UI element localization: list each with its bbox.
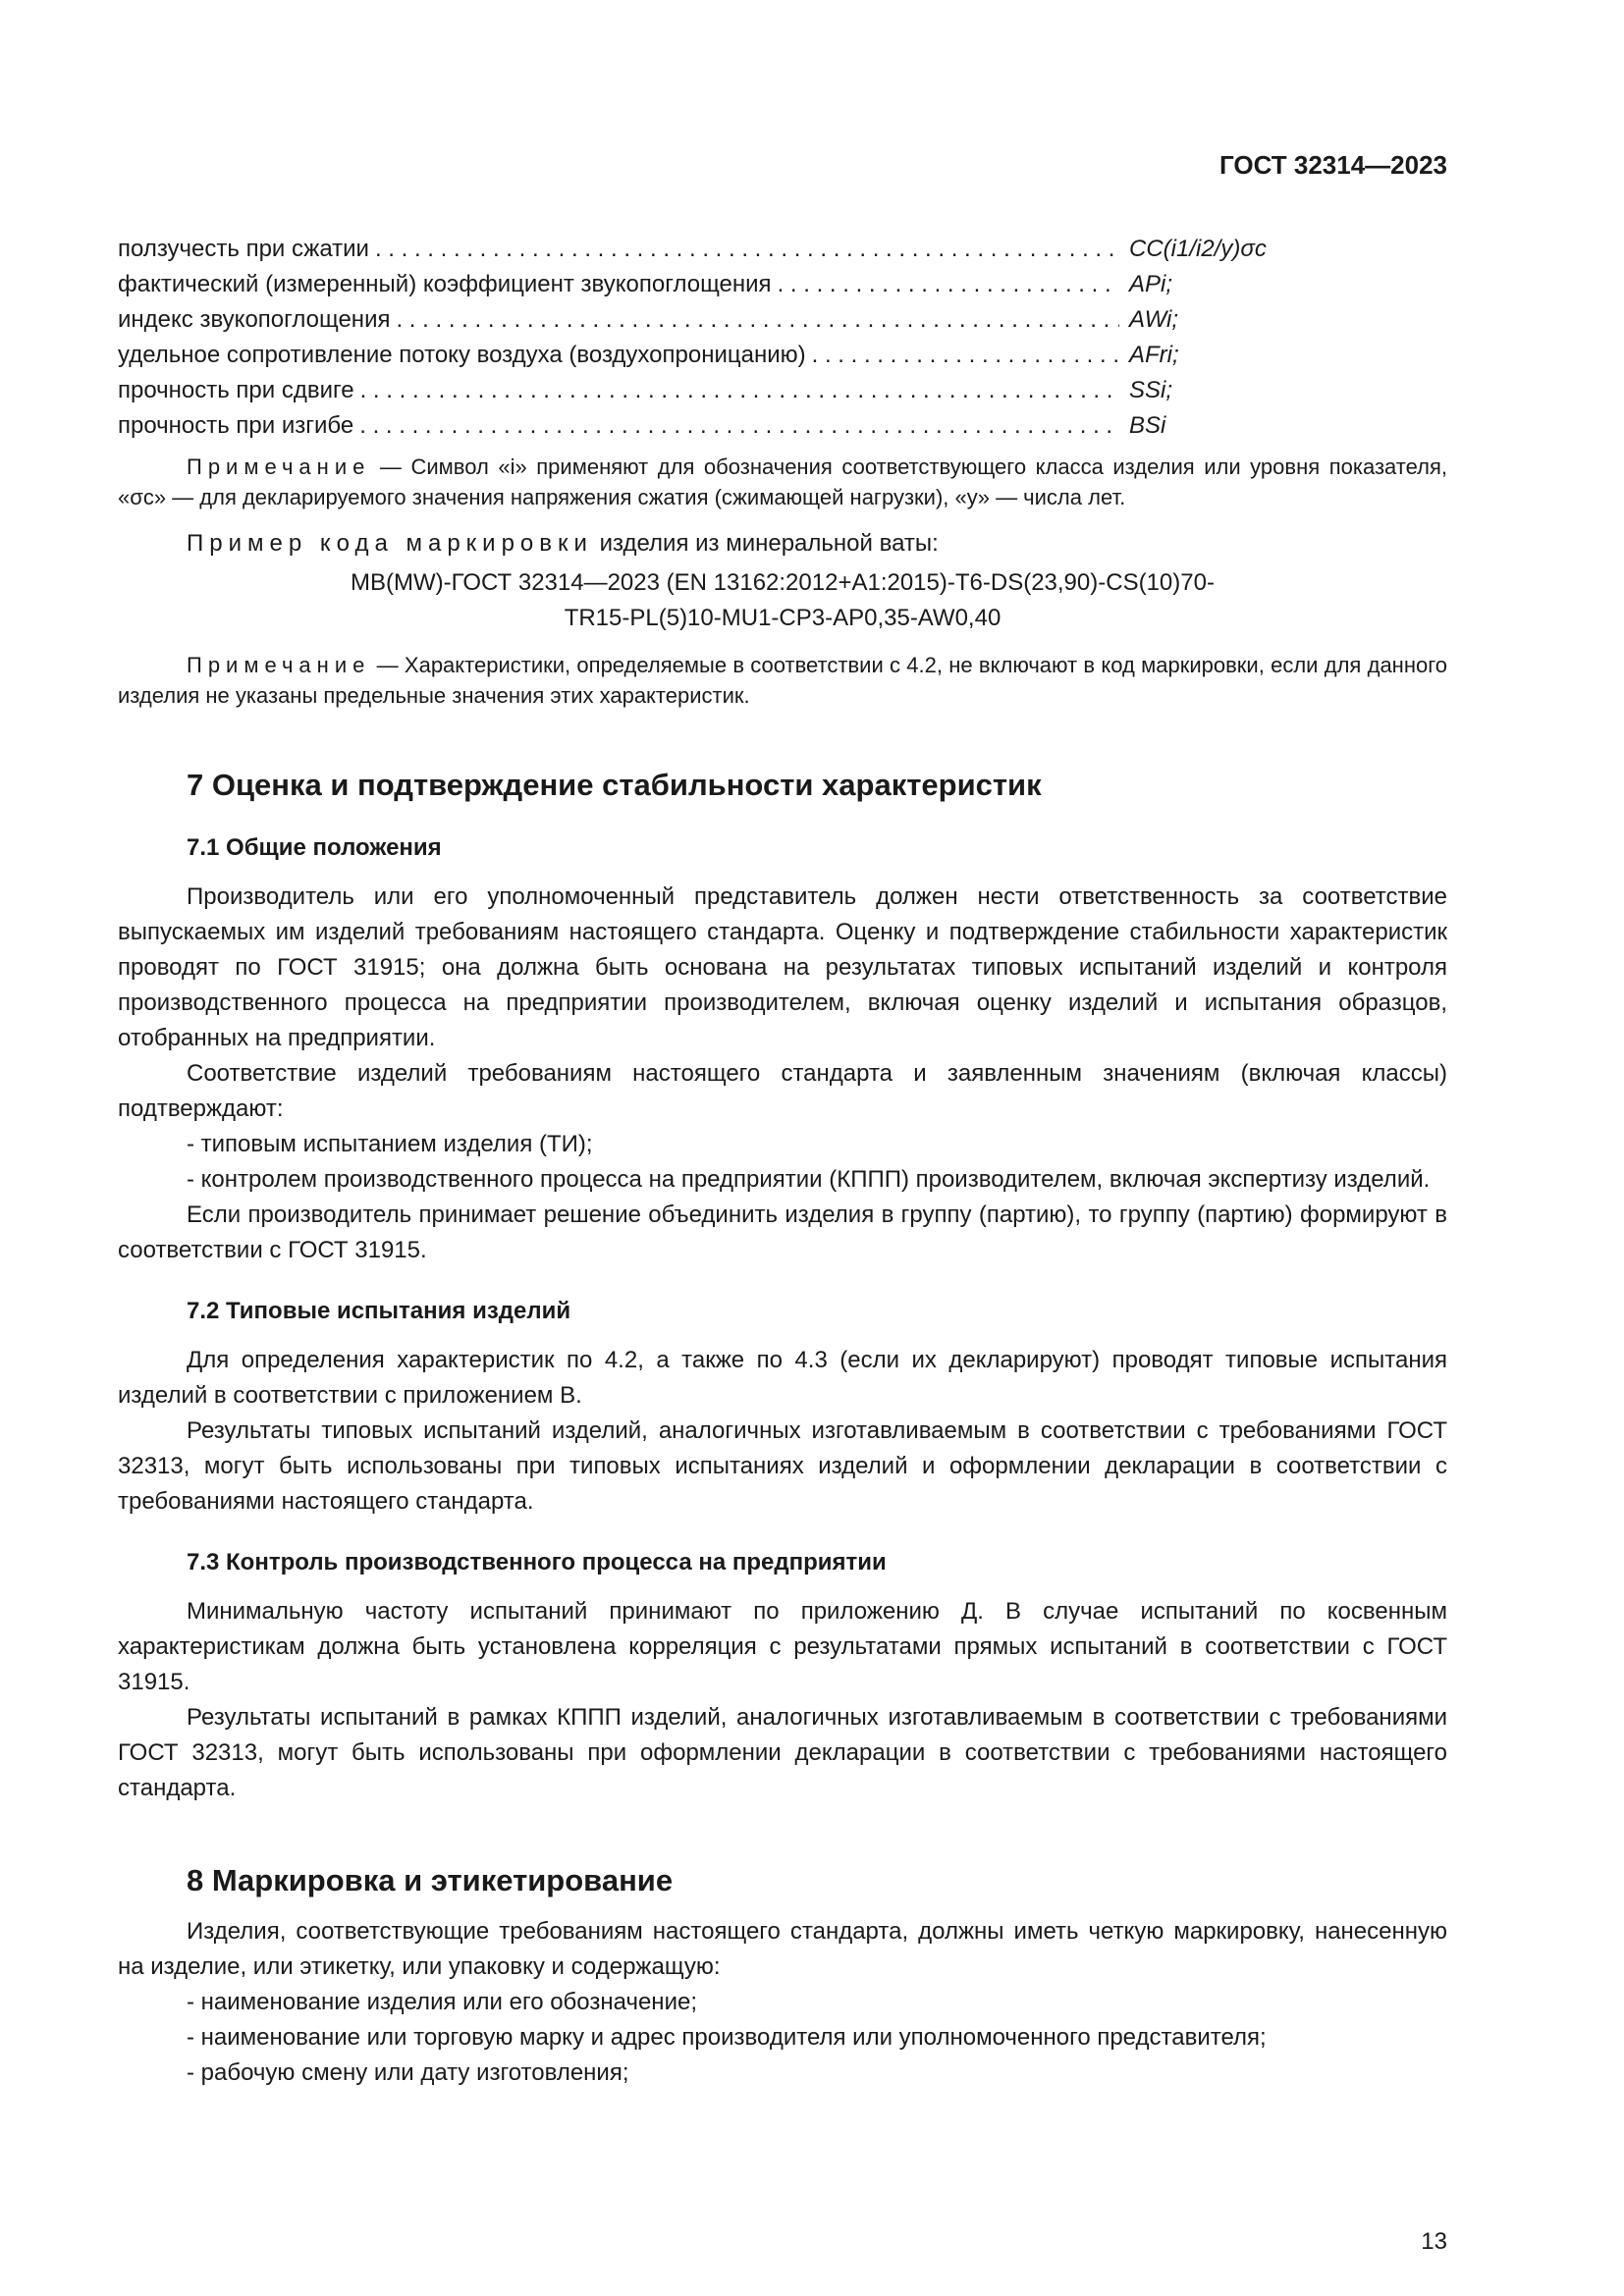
paragraph: Для определения характеристик по 4.2, а также по 4.3 (если их декларируют) проводят типовые испытания изделий в соответствии с приложением В. <box>118 1347 1447 1409</box>
list-item: - наименование или торговую марку и адрес производителя или уполномоченного представителя; <box>187 2024 1267 2051</box>
subsection-7-2-title: 7.2 Типовые испытания изделий <box>187 1298 571 1324</box>
definition-row <box>118 232 1286 267</box>
definition-term: фактический (измеренный) коэффициент звукопоглощения <box>118 271 772 297</box>
definition-term: удельное сопротивление потоку воздуха (воздухопроницанию) <box>118 342 806 368</box>
note-1 <box>118 452 1447 512</box>
definition-term: ползучесть при сжатии <box>118 236 369 262</box>
paragraph: Если производитель принимает решение объединить изделия в группу (партию), то группу (партию) формируют в соответствии с ГОСТ 31915. <box>118 1201 1447 1263</box>
section-7-title: 7 Оценка и подтверждение стабильности характеристик <box>187 768 1042 802</box>
note-text: — Символ «i» применяют для обозначения соответствующего класса изделия или уровня показателя, «σc» — для декларируемого значения напряжения сжатия (сжимающей нагрузки), «y» — числа лет. <box>118 454 1447 509</box>
section-8-title: 8 Маркировка и этикетирование <box>187 1863 674 1897</box>
example-intro <box>118 526 1447 561</box>
list-item: - контролем производственного процесса на предприятии (КППП) производителем, включая экспертизу изделий. <box>187 1166 1431 1193</box>
page-number: 13 <box>1421 2228 1447 2255</box>
document-code-header: ГОСТ 32314—2023 <box>1219 150 1447 180</box>
list-item: - рабочую смену или дату изготовления; <box>187 2059 629 2086</box>
marking-code-line: TR15-PL(5)10-MU1-CP3-AP0,35-AW0,40 <box>564 605 1001 631</box>
paragraph: Результаты испытаний в рамках КППП изделий, аналогичных изготавливаемым в соответствии с требованиями ГОСТ 32313, могут быть использованы при оформлении декларации в соответствии с требованиями настоящего стандарта. <box>118 1704 1447 1801</box>
definition-row <box>118 338 1286 373</box>
symbol-definitions-list <box>118 232 1286 444</box>
leader-dots <box>375 232 1119 267</box>
leader-dots <box>396 302 1119 338</box>
example-text: изделия из минеральной ваты: <box>599 530 939 557</box>
marking-code-example <box>118 565 1447 636</box>
paragraph: Изделия, соответствующие требованиям настоящего стандарта, должны иметь четкую маркировку, нанесенную на изделие, или этикетку, или упаковку и содержащую: <box>118 1918 1447 1980</box>
paragraph: Производитель или его уполномоченный представитель должен нести ответственность за соответствие выпускаемых им изделий требованиям настоящего стандарта. Оценку и подтверждение стабильности характеристик проводят по ГОСТ 31915; она должна быть основана на результатах типовых испытаний изделий и контроля производственного процесса на предприятии производителем, включая оценку изделий и испытания образцов, отобранных на предприятии. <box>118 883 1447 1051</box>
definition-term: прочность при сдвиге <box>118 377 354 403</box>
list-item: - наименование изделия или его обозначение; <box>187 1989 697 2015</box>
leader-dots <box>360 373 1119 408</box>
definition-code: SSi; <box>1129 377 1173 403</box>
definition-code: AWi; <box>1129 306 1179 333</box>
note-text: — Характеристики, определяемые в соответствии с 4.2, не включают в код маркировки, если для данного изделия не указаны предельные значения этих характеристик. <box>118 653 1447 708</box>
definition-term: индекс звукопоглощения <box>118 306 391 333</box>
main-content <box>118 452 1447 2091</box>
definition-code: BSi <box>1129 412 1166 439</box>
definition-code: AFri; <box>1129 342 1179 368</box>
note-2 <box>118 650 1447 711</box>
definition-row <box>118 302 1286 338</box>
leader-dots <box>812 338 1119 373</box>
definition-term: прочность при изгибе <box>118 412 354 439</box>
example-label: Пример кода маркировки <box>187 530 593 557</box>
list-item: - типовым испытанием изделия (ТИ); <box>187 1131 593 1157</box>
paragraph: Соответствие изделий требованиям настоящего стандарта и заявленным значениям (включая классы) подтверждают: <box>118 1060 1447 1122</box>
leader-dots <box>778 267 1119 302</box>
subsection-7-3-title: 7.3 Контроль производственного процесса на предприятии <box>187 1549 887 1575</box>
note-label: Примечание <box>187 454 371 479</box>
marking-code-line: MB(MW)-ГОСТ 32314—2023 (EN 13162:2012+A1:2015)-T6-DS(23,90)-CS(10)70- <box>351 569 1215 596</box>
definition-code: CC(i1/i2/y)σc <box>1129 236 1267 262</box>
definition-row <box>118 408 1286 444</box>
definition-row <box>118 373 1286 408</box>
leader-dots <box>359 408 1119 444</box>
definition-code: APi; <box>1129 271 1173 297</box>
definition-row <box>118 267 1286 302</box>
note-label: Примечание <box>187 653 371 677</box>
paragraph: Минимальную частоту испытаний принимают по приложению Д. В случае испытаний по косвенным характеристикам должна быть установлена корреляция с результатами прямых испытаний в соответствии с ГОСТ 31915. <box>118 1598 1447 1695</box>
paragraph: Результаты типовых испытаний изделий, аналогичных изготавливаемым в соответствии с требованиями ГОСТ 32313, могут быть использованы при типовых испытаниях изделий и оформлении декларации в соответствии с требованиями настоящего стандарта. <box>118 1417 1447 1515</box>
subsection-7-1-title: 7.1 Общие положения <box>187 834 442 861</box>
